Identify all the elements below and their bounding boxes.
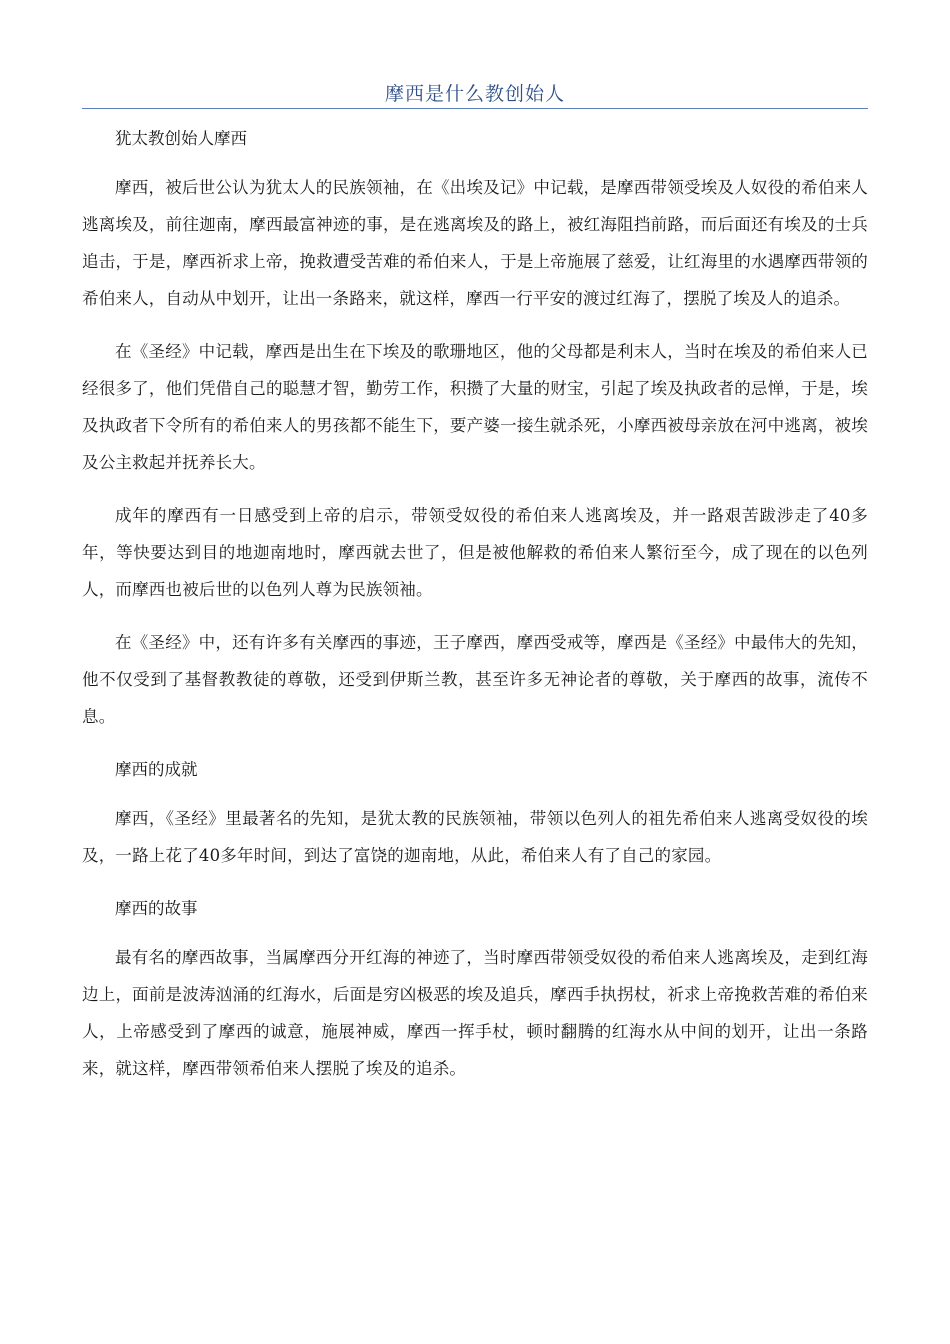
paragraph-bible-deeds: 在《圣经》中，还有许多有关摩西的事迹，王子摩西，摩西受戒等，摩西是《圣经》中最伟大的先知，他不仅受到了基督教教徒的尊敬，还受到伊斯兰教，甚至许多无神论者的尊敬，关于摩西的故事，流传不息。 — [82, 633, 868, 726]
section-heading-founder: 犹太教创始人摩西 — [115, 129, 247, 148]
paragraph-achievements: 摩西，《圣经》里最著名的先知，是犹太教的民族领袖，带领以色列人的祖先希伯来人逃离受奴役的埃及，一路上花了40多年时间，到达了富饶的迦南地，从此，希伯来人有了自己的家园。 — [82, 809, 868, 865]
paragraph-exodus-overview: 摩西，被后世公认为犹太人的民族领袖，在《出埃及记》中记载，是摩西带领受埃及人奴役的希伯来人逃离埃及，前往迦南，摩西最富神迹的事，是在逃离埃及的路上，被红海阻挡前路，而后面还有埃及的士兵追击，于是，摩西祈求上帝，挽救遭受苦难的希伯来人，于是上帝施展了慈爱，让红海里的水遇摩西带领的希伯来人，自动从中划开，让出一条路来，就这样，摩西一行平安的渡过红海了，摆脱了埃及人的追杀。 — [82, 178, 868, 308]
paragraph-birth-story: 在《圣经》中记载，摩西是出生在下埃及的歌珊地区，他的父母都是利末人，当时在埃及的希伯来人已经很多了，他们凭借自己的聪慧才智，勤劳工作，积攒了大量的财宝，引起了埃及执政者的忌惮，于是，埃及执政者下令所有的希伯来人的男孩都不能生下，要产婆一接生就杀死，小摩西被母亲放在河中逃离，被埃及公主救起并抚养长大。 — [82, 342, 868, 472]
document-body — [82, 120, 868, 1087]
document-title: 摩西是什么教创始人 — [384, 83, 565, 105]
paragraph-red-sea-story: 最有名的摩西故事，当属摩西分开红海的神迹了，当时摩西带领受奴役的希伯来人逃离埃及，走到红海边上，面前是波涛汹涌的红海水，后面是穷凶极恶的埃及追兵，摩西手执拐杖，祈求上帝挽救苦难的希伯来人，上帝感受到了摩西的诚意，施展神威，摩西一挥手杖，顿时翻腾的红海水从中间的划开，让出一条路来，就这样，摩西带领希伯来人摆脱了埃及的追杀。 — [82, 948, 868, 1078]
paragraph-forty-years: 成年的摩西有一日感受到上帝的启示，带领受奴役的希伯来人逃离埃及，并一路艰苦跋涉走了40多年，等快要达到目的地迦南地时，摩西就去世了，但是被他解救的希伯来人繁衍至今，成了现在的以色列人，而摩西也被后世的以色列人尊为民族领袖。 — [82, 506, 868, 599]
section-heading-story: 摩西的故事 — [115, 899, 198, 918]
title-underline — [82, 108, 868, 109]
section-heading-achievements: 摩西的成就 — [115, 760, 198, 779]
